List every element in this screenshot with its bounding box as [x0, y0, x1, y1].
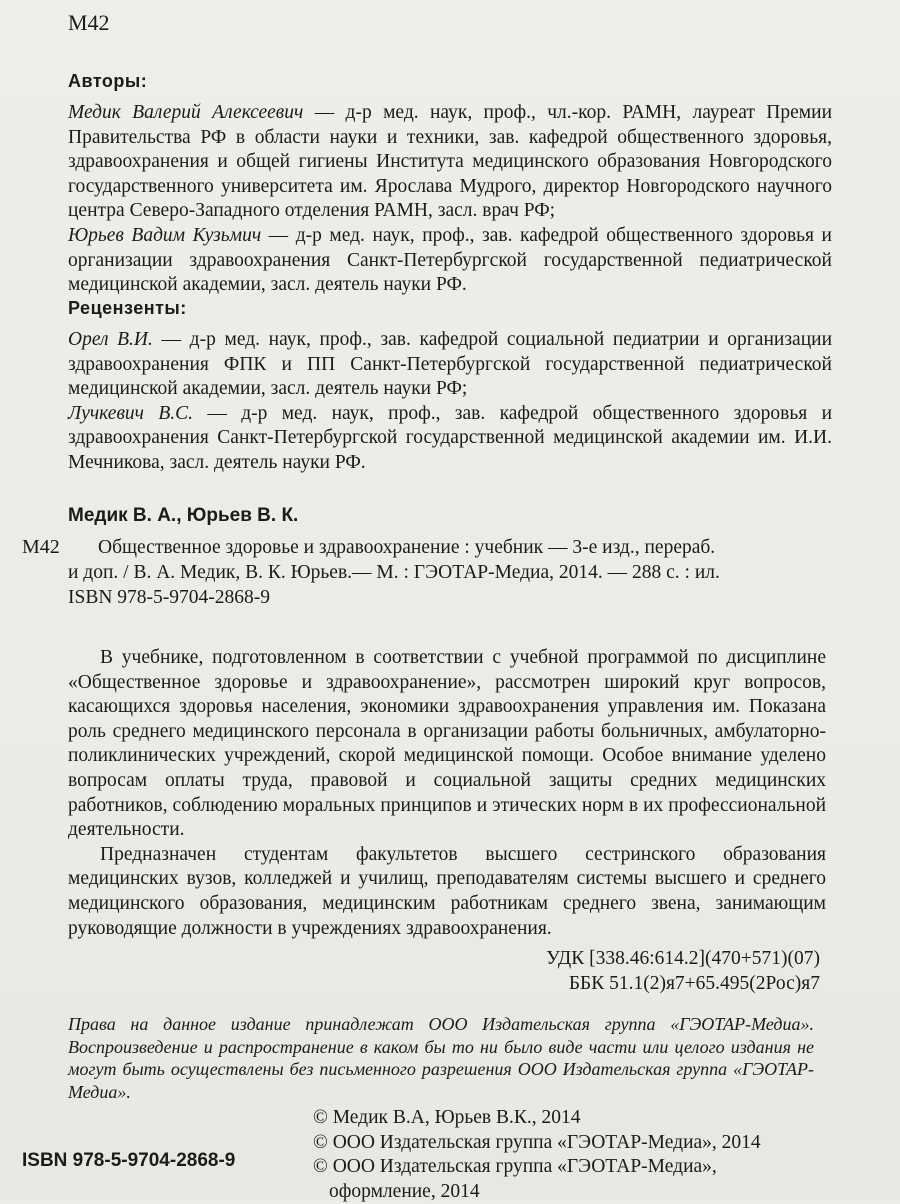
reviewer-entry — [68, 328, 832, 402]
reviewer-description: — д-р мед. наук, проф., зав. кафедрой общественного здоровья и здравоохранения Санкт-Петербургской государственной медицинской академии им. И.И. Мечникова, засл. деятель науки РФ. — [68, 403, 832, 473]
author-name: Юрьев Вадим Кузьмич — [68, 225, 261, 246]
annotation-paragraph-1: В учебнике, подготовленном в соответствии с учебной программой по дисциплине «Общественное здоровье и здравоохранение», рассмотрен широкий круг вопросов, касающихся здоровья населения, экономики здравоохранения управления им. Показана роль среднего медицинского персонала в организации работы больничных, амбулаторно-поликлинических учреждений, скорой медицинской помощи. Особое внимание уделено вопросам оплаты труда, правовой и социальной защиты средних медицинских работников, соблюдению моральных принципов и этических норм в их профессиональной деятельности. — [68, 646, 826, 843]
reviewer-name: Орел В.И. — [68, 329, 153, 350]
copyright-line: © ООО Издательская группа «ГЭОТАР-Медиа», 2014 — [313, 1131, 833, 1156]
authors-title: Авторы: — [68, 71, 147, 92]
header-code: M42 — [68, 10, 110, 36]
bib-authors: Медик В. А., Юрьев В. К. — [68, 505, 298, 527]
bib-code: M42 — [22, 536, 60, 559]
reviewer-entry — [68, 402, 832, 476]
author-entry — [68, 101, 832, 224]
reviewer-description: — д-р мед. наук, проф., зав. кафедрой социальной педиатрии и организации здравоохранения ФПК и ПП Санкт-Петербургской государственной педиатрической медицинской академии, засл. деятель науки РФ; — [68, 329, 832, 399]
author-name: Медик Валерий Алексеевич — [68, 102, 303, 123]
isbn-bottom: ISBN 978-5-9704-2868-9 — [22, 1150, 235, 1172]
bib-line-1: Общественное здоровье и здравоохранение : учебник — 3-е изд., перераб. — [98, 536, 838, 561]
copyright-block — [313, 1106, 833, 1204]
reviewers-block — [68, 328, 832, 476]
reviewer-name: Лучкевич В.С. — [68, 403, 193, 424]
author-entry — [68, 224, 832, 298]
copyright-line: © Медик В.А, Юрьев В.К., 2014 — [313, 1106, 833, 1131]
authors-block — [68, 101, 832, 298]
annotation-block — [68, 646, 826, 941]
copyright-line: оформление, 2014 — [313, 1180, 833, 1204]
copyright-line: © ООО Издательская группа «ГЭОТАР-Медиа», — [313, 1155, 833, 1180]
bib-line-2: и доп. / В. А. Медик, В. К. Юрьев.— М. : ГЭОТАР-Медиа, 2014. — 288 с. : ил. — [68, 561, 838, 586]
rights-notice: Права на данное издание принадлежат ООО Издательская группа «ГЭОТАР-Медиа». Воспроизведение и распространение в каком бы то ни было виде части или целого издания не могут быть осуществлены без письменного разрешения ООО Издательская группа «ГЭОТАР-Медиа». — [68, 1013, 814, 1103]
bbk-code: ББК 51.1(2)я7+65.495(2Рос)я7 — [420, 972, 820, 997]
author-description: — д-р мед. наук, проф., зав. кафедрой общественного здоровья и организации здравоохранения Санкт-Петербургской государственной педиатрической медицинской академии, засл. деятель науки РФ. — [68, 225, 832, 295]
author-description: — д-р мед. наук, проф., чл.-кор. РАМН, лауреат Премии Правительства РФ в области науки и техники, зав. кафедрой общественного здоровья, здравоохранения и общей гигиены Института медицинского образования Новгородского государственного университета им. Ярослава Мудрого, директор Новгородского научного центра Северо-Западного отделения РАМН, засл. врач РФ; — [68, 102, 832, 221]
bib-isbn: ISBN 978-5-9704-2868-9 — [68, 586, 270, 611]
reviewers-title: Рецензенты: — [68, 298, 187, 319]
udk-code: УДК [338.46:614.2](470+571)(07) — [420, 947, 820, 972]
annotation-paragraph-2: Предназначен студентам факультетов высшего сестринского образования медицинских вузов, колледжей и училищ, преподавателям системы высшего и среднего медицинского образования, медицинским работникам среднего звена, занимающим руководящие должности в учреждениях здравоохранения. — [68, 843, 826, 941]
